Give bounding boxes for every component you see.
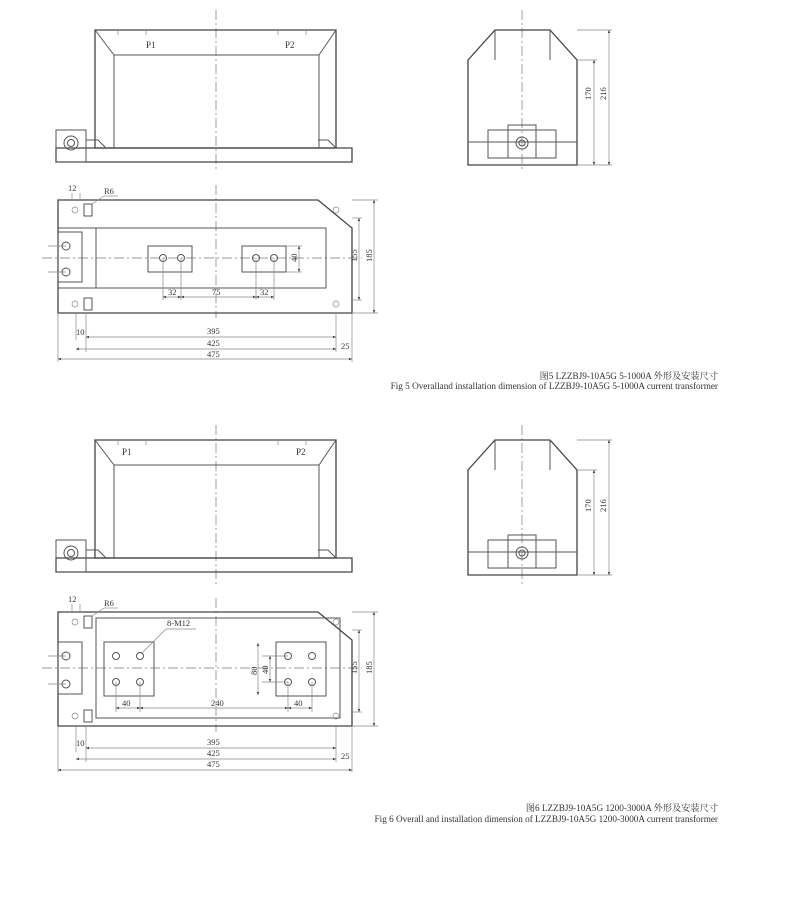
fig6-dim-r6: R6 bbox=[104, 598, 114, 608]
fig5-caption-en: Fig 5 Overalland installation dimension of LZZBJ9-10A5G 5-1000A current transformer bbox=[390, 381, 718, 391]
fig6-dim-10: 10 bbox=[76, 738, 85, 748]
fig6-p2-label: P2 bbox=[296, 447, 306, 457]
fig6-dim-25: 25 bbox=[341, 751, 350, 761]
fig6-caption-cn: 图6 LZZBJ9-10A5G 1200-3000A 外形及安装尺寸 bbox=[525, 803, 718, 813]
fig5-caption-cn: 图5 LZZBJ9-10A5G 5-1000A 外形及安装尺寸 bbox=[539, 371, 718, 381]
fig5-side-view bbox=[468, 10, 612, 172]
fig5-dim-155: 155 bbox=[349, 249, 359, 262]
fig6-dim-8m12: 8-M12 bbox=[167, 618, 191, 628]
fig5-dim-170: 170 bbox=[583, 87, 593, 100]
fig6-front-view bbox=[56, 425, 352, 585]
fig5-dim-395: 395 bbox=[207, 326, 220, 336]
fig5-dim-40: 40 bbox=[289, 253, 299, 262]
fig6-plan-view bbox=[42, 594, 378, 772]
fig5-dim-216: 216 bbox=[598, 87, 608, 100]
fig6-dim-12: 12 bbox=[68, 594, 77, 604]
fig6-dim-185: 185 bbox=[364, 661, 374, 674]
fig6-p1-label: P1 bbox=[122, 447, 132, 457]
fig6-side-view bbox=[468, 425, 612, 585]
fig5-dim-75: 75 bbox=[212, 287, 221, 297]
fig6-caption-en: Fig 6 Overall and installation dimension of LZZBJ9-10A5G 1200-3000A current transformer bbox=[374, 814, 718, 824]
fig6-dim-216: 216 bbox=[598, 499, 608, 512]
fig6-dim-240: 240 bbox=[211, 698, 224, 708]
fig6-dim-170: 170 bbox=[583, 499, 593, 512]
fig6-dim-155: 155 bbox=[349, 661, 359, 674]
fig6-dim-425: 425 bbox=[207, 748, 220, 758]
fig5-plan-view bbox=[42, 183, 378, 362]
fig5-p1-label: P1 bbox=[146, 40, 156, 50]
fig6-dim-80v: 80 bbox=[249, 666, 259, 675]
fig5-dim-185: 185 bbox=[364, 249, 374, 262]
fig6-dim-475: 475 bbox=[207, 759, 220, 769]
fig6-dim-40a: 40 bbox=[122, 698, 131, 708]
fig5-dim-12: 12 bbox=[68, 183, 77, 193]
fig5-dim-475: 475 bbox=[207, 349, 220, 359]
fig5-dim-32a: 32 bbox=[168, 287, 177, 297]
fig6-dim-40b: 40 bbox=[294, 698, 303, 708]
fig5-dim-25: 25 bbox=[341, 341, 350, 351]
fig5-dim-r6: R6 bbox=[104, 186, 114, 196]
fig6-dim-395: 395 bbox=[207, 737, 220, 747]
fig5-p2-label: P2 bbox=[285, 40, 295, 50]
fig5-front-view bbox=[56, 10, 352, 170]
fig6-dim-40v: 40 bbox=[260, 665, 270, 674]
fig5-dim-425: 425 bbox=[207, 338, 220, 348]
fig5-dim-32b: 32 bbox=[260, 287, 269, 297]
fig5-dim-10: 10 bbox=[76, 327, 85, 337]
